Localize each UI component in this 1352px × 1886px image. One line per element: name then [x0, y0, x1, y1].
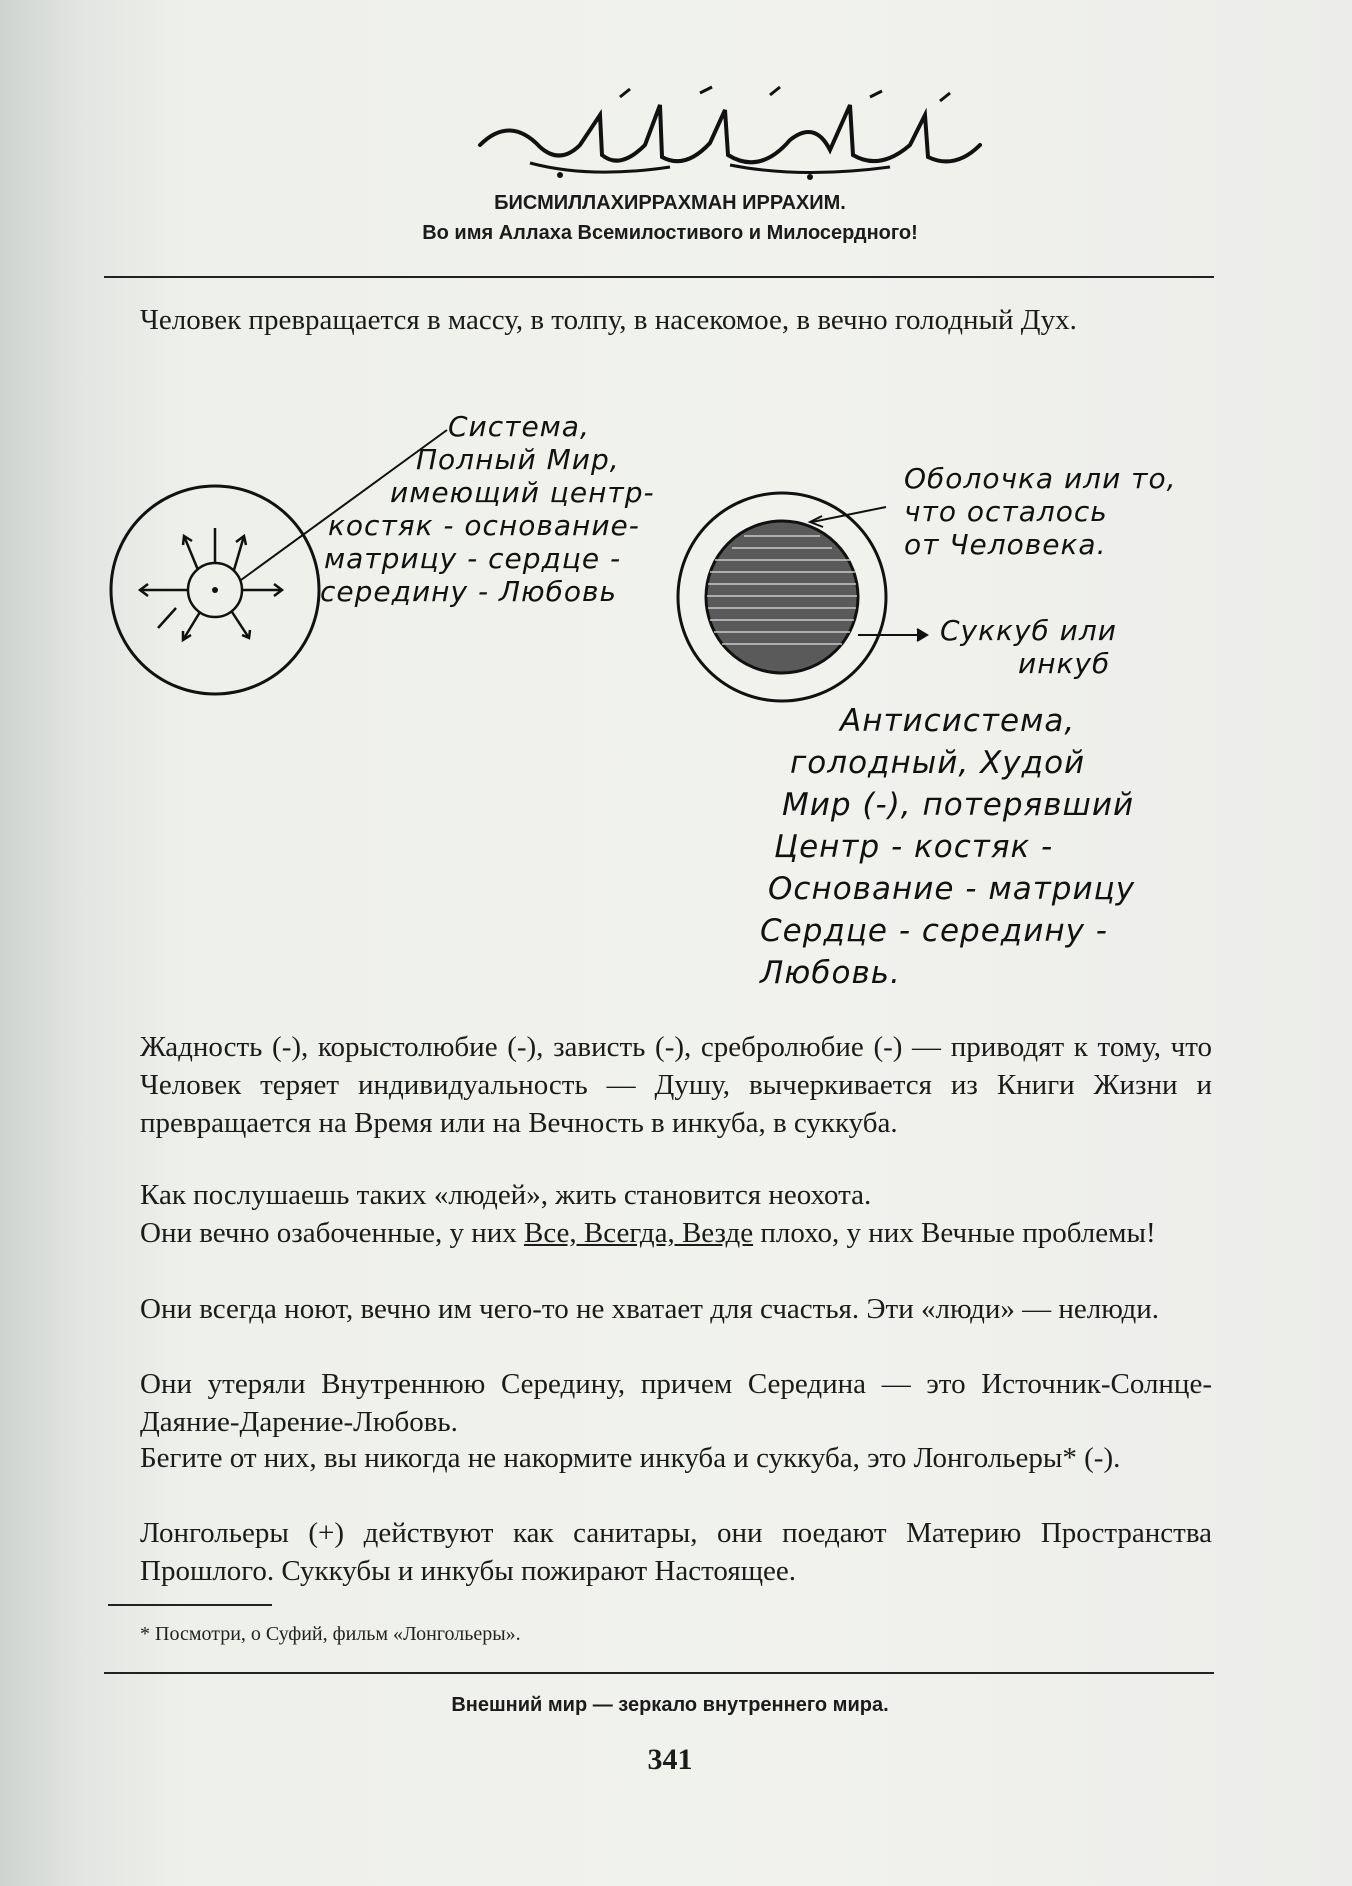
antisystem-label-line: Сердце - середину - [760, 913, 1108, 949]
paragraph-langoliers: Лонгольеры (+) действуют как санитары, они поедают Материю Пространства Прошлого. Суккубы и инкубы пожирают Настоящее. [140, 1517, 1212, 1587]
system-label-line: костяк - основание- [328, 509, 640, 542]
succubus-label-line: инкуб [1018, 647, 1111, 680]
antisystem-circle [678, 493, 927, 701]
paragraph-middle: Они утеряли Внутреннюю Середину, причем Середина — это Источник-Солнце-Даяние-Дарение-Любовь. [140, 1368, 1212, 1438]
paragraph-greed: Жадность (-), корыстолюбие (-), зависть (-), сребролюбие (-) — приводят к тому, что Человек теряет индивидуальность — Душу, вычеркивается из Книги Жизни и превращается на Время или на Вечность в инкуба, в суккуба. [140, 1031, 1212, 1139]
succubus-label-line: Суккуб или [940, 614, 1117, 647]
system-label [320, 410, 655, 608]
system-label-line: Полный Мир, [416, 443, 620, 476]
antisystem-label-line: Антисистема, [840, 703, 1076, 739]
paragraph-whining: Они всегда ноют, вечно им чего-то не хватает для счастья. Эти «люди» — нелюди. [140, 1293, 1159, 1325]
footnote: * Посмотри, о Суфий, фильм «Лонгольеры». [140, 1623, 521, 1645]
antisystem-label-line: Любовь. [760, 955, 901, 991]
antisystem-label-line: Основание - матрицу [768, 871, 1136, 907]
page-number: 341 [647, 1743, 693, 1776]
antisystem-label-line: голодный, Худой [790, 745, 1086, 781]
antisystem-label-line: Мир (-), потерявший [782, 787, 1135, 823]
intro-paragraph: Человек превращается в массу, в толпу, в насекомое, в вечно голодный Дух. [140, 304, 1077, 336]
system-label-line: Система, [448, 410, 590, 443]
footer-rule [104, 1672, 1214, 1674]
paragraph-problems [140, 1214, 1212, 1252]
antisystem-label [760, 700, 1135, 994]
problems-text-start: Они вечно озабоченные, у них [140, 1217, 524, 1249]
shell-label [904, 462, 1177, 561]
paragraph-run: Бегите от них, вы никогда не накормите инкуба и суккуба, это Лонгольеры* (-). [140, 1442, 1121, 1474]
footnote-rule [108, 1604, 272, 1606]
shell-label-line: что осталось [904, 495, 1108, 528]
problems-text-end: плохо, у них Вечные проблемы! [753, 1217, 1156, 1249]
system-label-line: имеющий центр- [390, 476, 655, 509]
header-subtitle: Во имя Аллаха Всемилостивого и Милосердного! [422, 222, 918, 244]
footer-caption: Внешний мир — зеркало внутреннего мира. [451, 1694, 889, 1716]
header-title: БИСМИЛЛАХИРРАХМАН ИРРАХИМ. [494, 192, 846, 214]
antisystem-label-line: Центр - костяк - [774, 829, 1054, 865]
underlined-phrase: Все, Всегда, Везде [523, 1217, 754, 1249]
system-label-line: матрицу - сердце - [324, 542, 622, 575]
succubus-label [940, 614, 1117, 680]
shell-label-line: Оболочка или то, [904, 462, 1177, 495]
shell-label-line: от Человека. [904, 528, 1107, 561]
system-label-line: середину - Любовь [320, 575, 617, 608]
paragraph-people: Как послушаешь таких «людей», жить становится неохота. [140, 1179, 872, 1211]
